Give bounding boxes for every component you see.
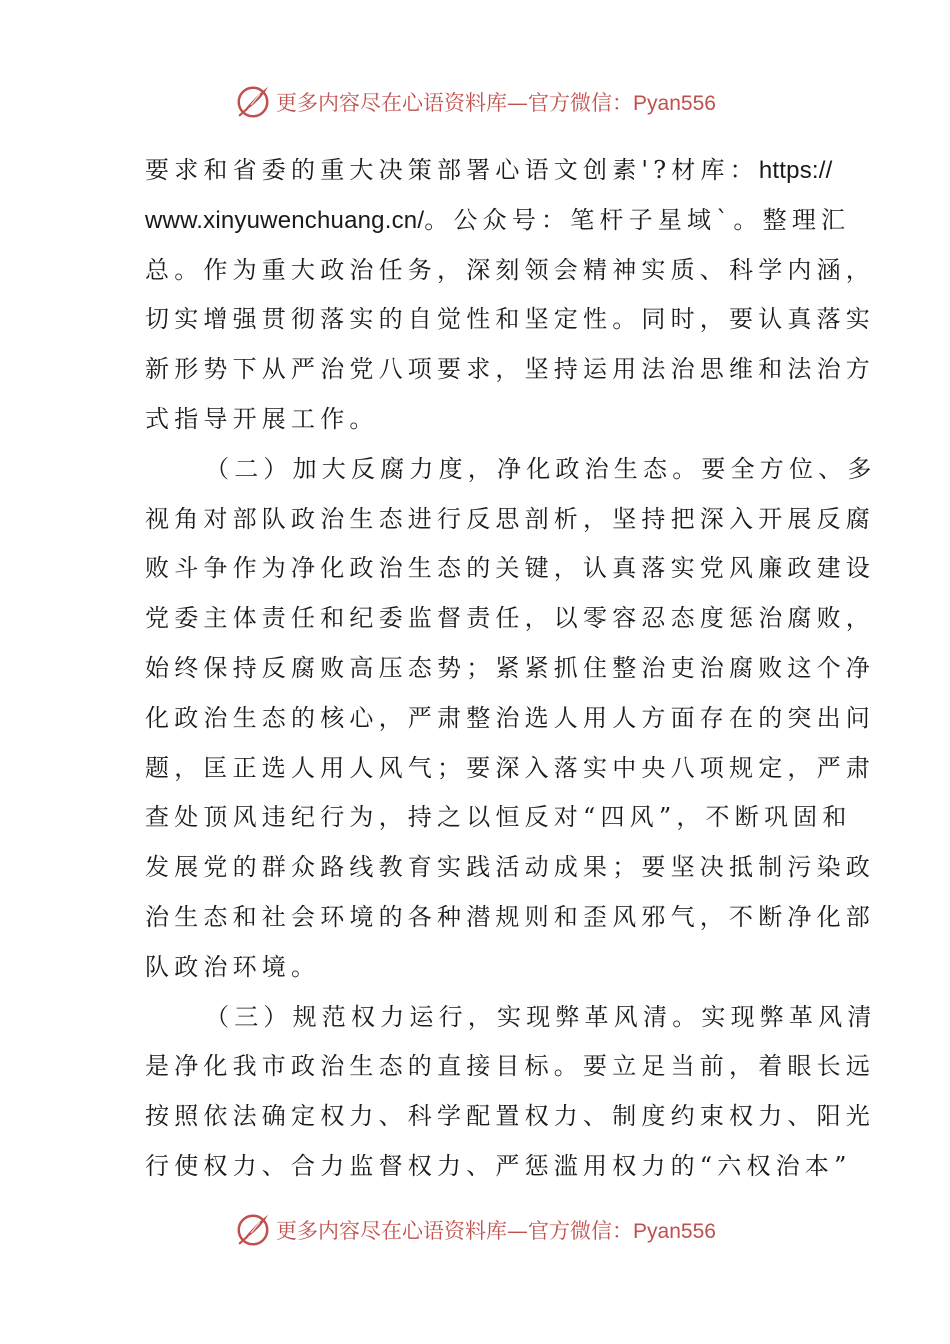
text-line: 总。作为重大政治任务，深刻领会精神实质、科学内涵， [145,255,875,284]
text-line: 是净化我市政治生态的直接目标。要立足当前，着眼长远 [145,1052,875,1081]
paragraph-1 [145,146,875,445]
header-watermark-text: 更多内容尽在心语资料库—官方微信：Pyan556 [276,91,716,115]
footer-watermark-text: 更多内容尽在心语资料库—官方微信：Pyan556 [276,1219,716,1243]
text-line: 视角对部队政治生态进行反思剖析，坚持把深入开展反腐 [145,504,875,533]
text-line: 式指导开展工作。 [145,404,379,433]
footer-watermark [0,1208,950,1252]
text-line: 败斗争作为净化政治生态的关键，认真落实党风廉政建设 [145,554,875,583]
text-line: （三）规范权力运行，实现弊革风清。实现弊革风清 [205,1002,877,1031]
wechat-id: Pyan556 [633,1220,716,1243]
text-line: 查处顶风违纪行为，持之以恒反对“四风”，不断巩固和 [145,803,852,832]
text-line: 切实增强贯彻落实的自觉性和坚定性。同时，要认真落实 [145,305,875,334]
paragraph-2 [145,445,877,993]
text-line: 队政治环境。 [145,952,321,981]
text-line: 题，匡正选人用人风气；要深入落实中央八项规定，严肃 [145,753,875,782]
feather-quill-circle-icon [234,1211,272,1249]
text-line: 治生态和社会环境的各种潜规则和歪风邪气，不断净化部 [145,902,875,931]
text-line: 新形势下从严治党八项要求，坚持运用法治思维和法治方 [145,355,875,384]
text-line: 化政治生态的核心，严肃整治选人用人方面存在的突出问 [145,703,875,732]
header-watermark [0,80,950,124]
text-line: www.xinyuwenchuang.cn/。公众号：笔杆子星域`。整理汇 [145,205,851,234]
text-line: 党委主体责任和纪委监督责任，以零容忍态度惩治腐败， [145,604,875,633]
text-line: 行使权力、合力监督权力、严惩滥用权力的“六权治本” [145,1151,852,1180]
text-line: 要求和省委的重大决策部署心语文创素'?材库：https:// [145,156,833,184]
feather-quill-circle-icon [234,83,272,121]
text-line: （二）加大反腐力度，净化政治生态。要全方位、多 [205,454,877,483]
text-line: 按照依法确定权力、科学配置权力、制度约束权力、阳光 [145,1102,875,1131]
document-body [145,146,877,1192]
text-line: 始终保持反腐败高压态势；紧紧抓住整治吏治腐败这个净 [145,653,875,682]
paragraph-3 [145,993,877,1192]
text-line: 发展党的群众路线教育实践活动成果；要坚决抵制污染政 [145,853,875,882]
wechat-id: Pyan556 [633,92,716,115]
